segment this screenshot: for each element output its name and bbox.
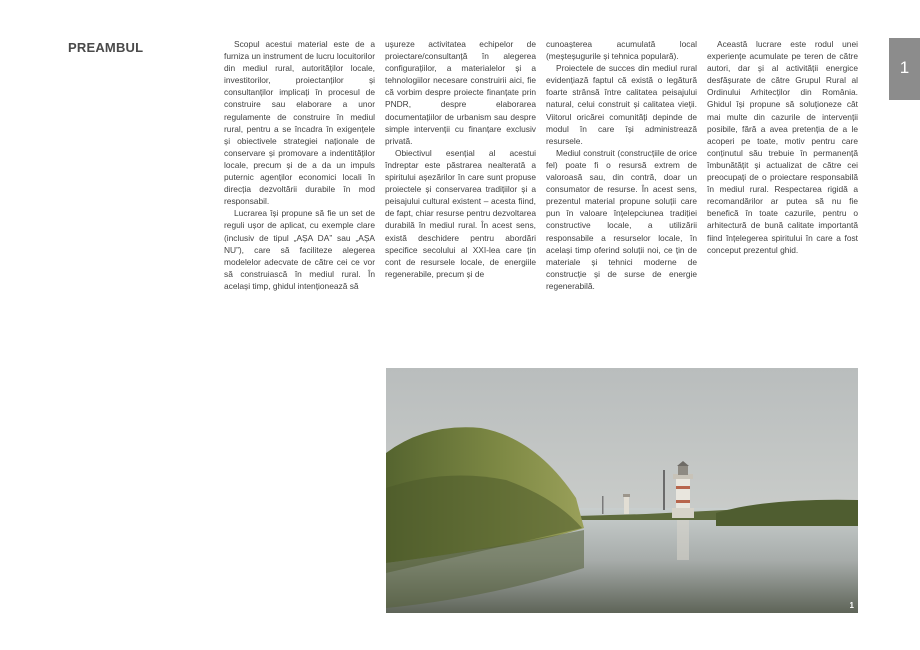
text-column-1 xyxy=(224,38,375,292)
photo-number: 1 xyxy=(849,601,854,610)
paragraph: cunoașterea acumulată local (meșteșugurile și tehnica populară). xyxy=(546,39,697,62)
text-column-3 xyxy=(546,38,697,292)
paragraph: Scopul acestui material este de a furniza un instrument de lucru locuitorilor din mediul rural, autorităților locale, investitorilor, proiectanților și consultanților implicați în procesul de construire sau elaborare a unor regulamente de construire în mediul rural, pentru a se încadra în exigențele și obiectivele strategiei naționale de conservare și promovare a indentităților locale, precum și de a da un impuls puternic agenților economici locali în direcția dezvoltării durabile în mod responsabil. xyxy=(224,39,375,207)
section-title: PREAMBUL xyxy=(68,40,144,55)
lighthouse-river-photo xyxy=(386,368,858,613)
page-number-tab xyxy=(889,38,920,100)
paragraph: Lucrarea își propune să fie un set de reguli ușor de aplicat, cu exemple clare (inclusiv de tipul „AȘA DA” sau „AȘA NU”), care să faciliteze alegerea modelelor adecvate de către cei ce vor să construiască în mediul rural. În același timp, ghidul intenționează să xyxy=(224,208,375,291)
text-column-2 xyxy=(385,38,536,280)
paragraph: Proiectele de succes din mediul rural evidențiază faptul că există o legătură foarte strânsă între calitatea peisajului natural, celui construit și calitatea vieții. Viitorul oricărei comunități depinde de modul în care își administrează resursele. xyxy=(546,63,697,146)
paragraph: Această lucrare este rodul unei experiențe acumulate pe teren de către autori, dar și al activității energice desfășurate de către Grupul Rural al Ordinului Arhitecților din România. Ghidul își propune să soluționeze cât mai multe din cazurile de intervenții posibile, fără a avea pretenția de a le acoperi pe toate, motiv pentru care conținutul său trebuie în permanență îmbunătățit și actualizat de către cei preocupați de o proiectare responsabilă în mediul rural. Respectarea rigidă a recomandărilor ar putea să nu fie benefică în toate cazurile, pentru o arhitectură de bună calitate importantă fiind înțelegerea spiritului în care a fost conceput prezentul ghid. xyxy=(707,39,858,255)
photo-illustration xyxy=(386,368,858,613)
paragraph: Obiectivul esențial al acestui îndreptar este păstrarea nealterată a spiritului așezărilor în care sunt propuse proiectele și conservarea tradițiilor și a peisajului cultural existent – acesta fiind, de fapt, chiar resurse pentru dezvoltarea durabilă în mediul rural. În acest sens, există deschidere pentru abordări specifice secolului al XXI-lea care țin cont de resursele locale, de energiile regenerabile, precum și de xyxy=(385,147,536,279)
text-column-4 xyxy=(707,38,858,256)
paragraph: Mediul construit (construcțiile de orice fel) poate fi o resursă extrem de valoroasă sau, din contră, doar un consumator de resurse. În acest sens, prezentul material propune soluții care pun în valoare înțelepciunea tradiției constructive locale, a utilizării responsabile a resurselor locale, în același timp oferind soluții noi, ce țin de materiale și tehnici moderne de construcție și de surse de energie regenerabilă. xyxy=(546,147,697,291)
paragraph: ușureze activitatea echipelor de proiectare/consultanță în alegerea configurațiilor, a materialelor și a tehnologiilor necesare construirii aici, fie că vorbim despre proiecte finanțate prin PNDR, despre elaborarea documentațiilor de urbanism sau despre simple intervenții cu finanțare exclusiv privată. xyxy=(385,39,536,146)
page-number: 1 xyxy=(899,58,910,77)
